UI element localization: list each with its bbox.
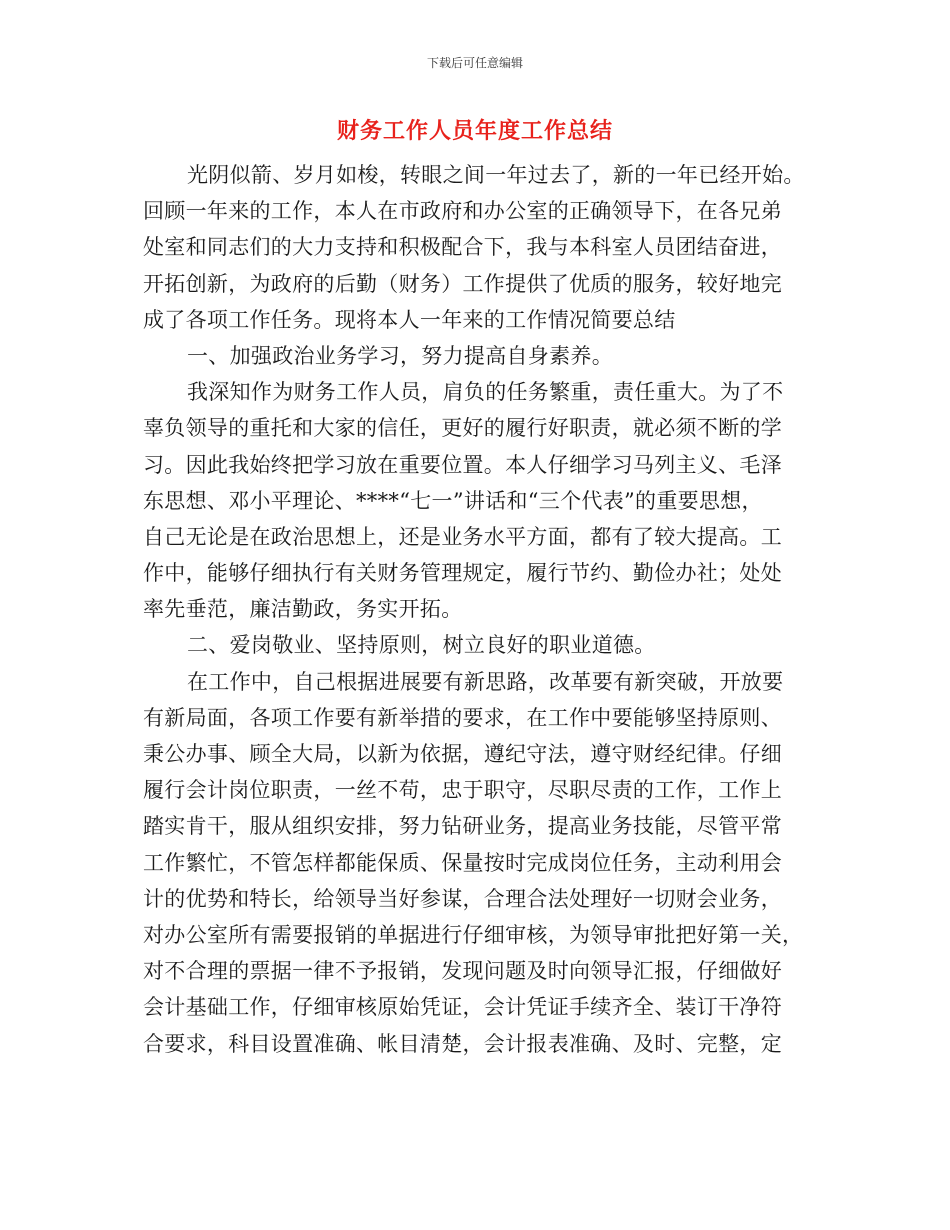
text-line: 工作繁忙，不管怎样都能保质、保量按时完成岗位任务，主动利用会 xyxy=(143,850,782,875)
text-line: 在工作中，自己根据进展要有新思路，改革要有新突破，开放要 xyxy=(187,669,784,694)
text-line: 对不合理的票据一律不予报销，发现问题及时向领导汇报，仔细做好 xyxy=(143,959,782,984)
text-line: 辜负领导的重托和大家的信任，更好的履行好职责，就必须不断的学 xyxy=(143,416,782,441)
text-line: 会计基础工作，仔细审核原始凭证，会计凭证手续齐全、装订干净符 xyxy=(143,995,782,1020)
text-line: 回顾一年来的工作，本人在市政府和办公室的正确领导下，在各兄弟 xyxy=(143,199,782,224)
text-line: 成了各项工作任务。现将本人一年来的工作情况简要总结 xyxy=(143,307,676,332)
header-note: 下载后可任意编辑 xyxy=(426,56,523,70)
text-line: 作中，能够仔细执行有关财务管理规定，履行节约、勤俭办社；处处 xyxy=(143,561,782,586)
text-line: 计的优势和特长，给领导当好参谋，合理合法处理好一切财会业务， xyxy=(143,886,782,911)
text-line: 踏实肯干，服从组织安排，努力钻研业务，提高业务技能，尽管平常 xyxy=(143,814,782,839)
text-line: 对办公室所有需要报销的单据进行仔细审核，为领导审批把好第一关， xyxy=(143,922,804,947)
document-title: 财务工作人员年度工作总结 xyxy=(336,119,613,144)
text-line: 二、爱岗敬业、坚持原则，树立良好的职业道德。 xyxy=(187,633,656,658)
text-line: 有新局面，各项工作要有新举措的要求，在工作中要能够坚持原则、 xyxy=(143,705,782,730)
text-line: 一、加强政治业务学习，努力提高自身素养。 xyxy=(187,343,613,368)
text-line: 自己无论是在政治思想上，还是业务水平方面，都有了较大提高。工 xyxy=(143,524,782,549)
text-line: 履行会计岗位职责，一丝不苟，忠于职守，尽职尽责的工作，工作上 xyxy=(143,778,782,803)
text-line: 率先垂范，廉洁勤政，务实开拓。 xyxy=(143,597,463,622)
text-line: 光阴似箭、岁月如梭，转眼之间一年过去了，新的一年已经开始。 xyxy=(187,163,805,187)
text-line: 开拓创新，为政府的后勤（财务）工作提供了优质的服务，较好地完 xyxy=(143,271,782,296)
text-line: 习。因此我始终把学习放在重要位置。本人仔细学习马列主义、毛泽 xyxy=(143,452,782,477)
document-body xyxy=(143,157,811,1062)
text-line: 东思想、邓小平理论、****“七一”讲话和“三个代表”的重要思想， xyxy=(143,488,763,513)
text-line: 秉公办事、顾全大局，以新为依据，遵纪守法，遵守财经纪律。仔细 xyxy=(143,742,782,766)
text-line: 合要求，科目设置准确、帐目清楚，会计报表准确、及时、完整，定 xyxy=(143,1031,782,1056)
text-line: 处室和同志们的大力支持和积极配合下，我与本科室人员团结奋进， xyxy=(143,235,782,260)
text-line: 我深知作为财务工作人员，肩负的任务繁重，责任重大。为了不 xyxy=(187,380,784,405)
